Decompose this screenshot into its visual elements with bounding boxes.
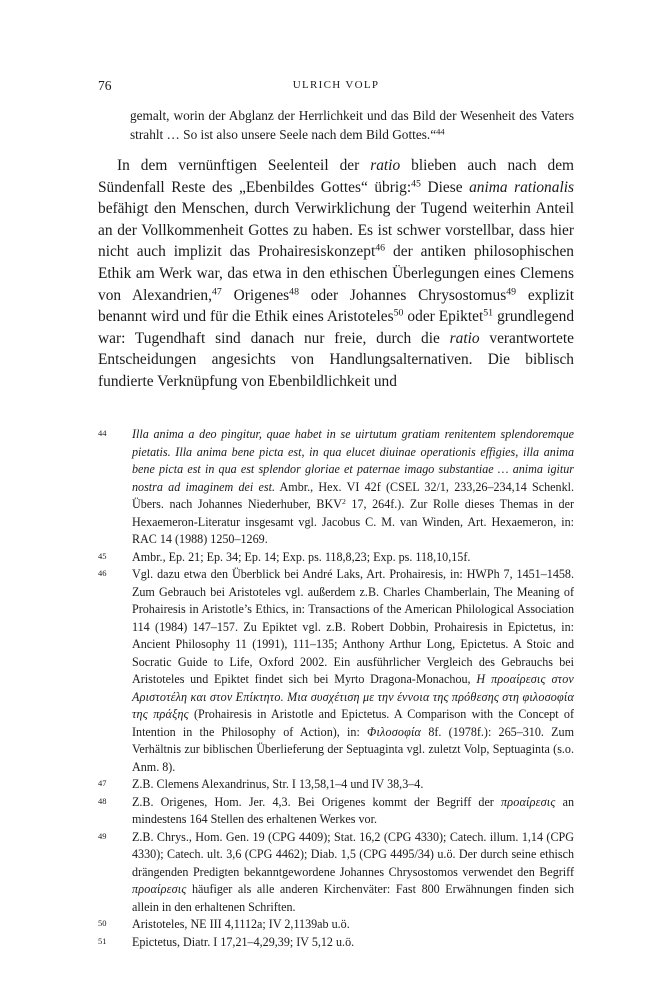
body-text: befähigt den Menschen, durch Verwirklichung der Tugend weiterhin Anteil an der Vollkommenheit Gottes zu haben. Es ist schwer vorstellbar, dass hier nicht auch implizit das Prohairesiskonzept (98, 200, 574, 261)
greek-term: προαίρεσις (132, 882, 187, 896)
body-text: Origenes (221, 286, 290, 304)
footnote-44 (98, 426, 574, 549)
footnote-text: Z.B. Chrys., Hom. Gen. 19 (CPG 4409); Stat. 16,2 (CPG 4330); Catech. illum. 1,14 (CPG 4330); Catech. ult. 3,6 (CPG 4462); Diab. 1,5 (CPG 4495/34) u.ö. Der durch seine ethisch drängenden Predigten bekanntgewordene Johannes Chrysostomos verwendet den Begriff (132, 829, 574, 879)
quote-text: gemalt, worin der Abglanz der Herrlichkeit und das Bild der Wesenheit des Vaters strahlt … So ist also unsere Seele nach dem Bild Gottes.“ (130, 108, 574, 142)
body-text: Diese (420, 178, 470, 196)
footnote-ref-51[interactable]: 51 (483, 307, 494, 319)
body-text: grundlegend war: Tugendhaft sind danach nur freie, durch die (98, 308, 575, 347)
footnote-number: 49 (98, 830, 107, 841)
footnote-number: 47 (98, 778, 107, 788)
footnote-text: Z.B. Origenes, Hom. Jer. 4,3. Bei Origenes kommt der Begriff der (132, 794, 501, 809)
footnote-45 (98, 549, 574, 567)
term-anima-rationalis: anima rationalis (469, 178, 574, 196)
footnote-48 (98, 794, 574, 829)
footnote-ref-44[interactable]: 44 (436, 126, 445, 137)
footnote-ref-49[interactable]: 49 (506, 286, 517, 298)
main-text (98, 155, 574, 393)
footnote-49 (98, 829, 574, 917)
footnote-number: 44 (98, 428, 107, 438)
footnote-text: häufiger als alle anderen Kirchenväter: Fast 800 Erwähnungen finden sich allein in den erhaltenen Schriften. (132, 882, 574, 914)
footnote-47 (98, 776, 574, 794)
footnote-number: 48 (98, 795, 107, 806)
body-paragraph (98, 155, 574, 393)
footnote-text: 17, 264f.). Zur Rolle dieses Themas in der Hexaemeron-Literatur insgesamt vgl. Jacobus C. M. van Winden, Art. Hexaemeron, in: RAC 14 (1988) 1250–1269. (132, 497, 574, 546)
running-head: ULRICH VOLP (292, 79, 380, 91)
footnote-ref-50[interactable]: 50 (393, 307, 404, 319)
latin-quote: Illa anima a deo pingitur, quae habet in se uirtutum gratiam renitentem splendoremque pietatis. Illa anima bene picta est, in qua elucet diuinae operationis effigies, illa anima bene picta est in qua est splendor gloriae et paternae imago substantiae … anima igitur nostra ad imaginem dei est. (132, 427, 574, 494)
body-text: oder Johannes Chrysostomus (299, 286, 507, 304)
greek-journal: Φιλοσοφία (367, 724, 422, 739)
term-ratio: ratio (370, 157, 401, 174)
body-text: oder Epiktet (403, 308, 484, 326)
body-text: der antiken philosophischen Ethik am Werk war, das etwa in den ethischen Überlegungen eines Clemens von Alexandrien, (98, 243, 574, 304)
footnote-text: 8f. (1978f.): 265–310. Zum Verhältnis zur biblischen Überlieferung der Septuaginta vgl. zuletzt Volp, Septuaginta (s.o. Anm. 8). (132, 724, 574, 774)
body-text: explizit benannt wird und für die Ethik eines Aristoteles (98, 286, 575, 326)
footnote-text: Ambr., Ep. 21; Ep. 34; Ep. 14; Exp. ps. 118,8,23; Exp. ps. 118,10,15f. (132, 549, 471, 564)
footnote-text: Vgl. dazu etwa den Überblick bei André Laks, Art. Prohairesis, in: HWPh 7, 1451–1458. Zum Gebrauch bei Aristoteles vgl. außerdem z.B. Charles Chamberlain, The Meaning of Prohairesis in Aristotle’s Ethics, in: Transactions of the American Philological Association 114 (1984) 147–157. Zu Epiktet vgl. z.B. Robert Dobbin, Prohairesis in Epictetus, in: Ancient Philosophy 11 (1991), 111–135; Anthony Arthur Long, Epictetus. A Stoic and Socratic Guide to Life, Oxford 2002. Ein ausführlicher Vergleich des Gebrauchs bei Aristoteles und Epiktet findet sich bei Myrto Dragona-Monachou, (132, 567, 574, 686)
block-quote (130, 106, 574, 144)
body-text: In dem vernünftigen Seelenteil der (117, 157, 371, 174)
footnote-number: 45 (98, 550, 107, 561)
term-ratio: ratio (449, 329, 480, 347)
page-number: 76 (98, 78, 112, 93)
footnote-ref-45[interactable]: 45 (411, 178, 421, 190)
footnote-51 (98, 934, 574, 952)
footnote-number: 51 (98, 935, 107, 946)
footnote-text: an mindestens 164 Stellen des erhaltenen Werkes vor. (132, 794, 574, 826)
footnote-ref-47[interactable]: 47 (211, 286, 222, 298)
footnote-number: 50 (98, 918, 107, 928)
footnote-ref-46[interactable]: 46 (375, 242, 386, 254)
footnote-text: (Prohairesis in Aristotle and Epictetus. A Comparison with the Concept of Intention in the Philosophy of Action), in: (132, 707, 574, 739)
greek-title: Η προαίρεσις στον Αριστοτέλη και στον Επίκτητο. Μια συσχέτιση με την έννοια της πρόθεσης στη φιλοσοφία της πράξης (132, 672, 575, 721)
footnote-ref-48[interactable]: 48 (289, 286, 299, 298)
footnote-50 (98, 916, 574, 934)
footnote-text: Aristoteles, NE III 4,1112a; IV 2,1139ab u.ö. (132, 917, 350, 931)
footnote-number: 46 (98, 568, 107, 578)
footnote-46 (98, 566, 574, 776)
body-text: blieben auch nach dem Sündenfall Reste des „Ebenbildes Gottes“ übrig: (98, 157, 574, 196)
footnote-text: Epictetus, Diatr. I 17,21–4,29,39; IV 5,12 u.ö. (132, 934, 355, 949)
page-header (98, 78, 574, 96)
greek-term: προαίρεσις (501, 794, 556, 809)
body-text: verantwortete Entscheidungen angesichts von Handlungsalternativen. Die biblisch fundierte Verknüpfung von Ebenbildlichkeit und (98, 329, 574, 390)
footnote-text: Ambr., Hex. VI 42f (CSEL 32/1, 233,26–234,14 Schenkl. Übers. nach Johannes Niederhuber, BKV (132, 479, 575, 511)
footnote-text: Z.B. Clemens Alexandrinus, Str. I 13,58,1–4 und IV 38,3–4. (132, 777, 424, 791)
edition-superscript: 2 (341, 496, 346, 506)
footnotes (98, 426, 574, 951)
